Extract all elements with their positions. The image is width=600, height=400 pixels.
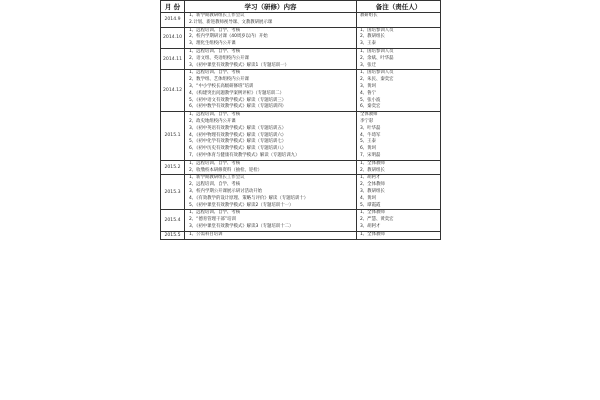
note-cell — [357, 175, 441, 210]
content-item: 1、远程培训、自学、考核 — [189, 48, 241, 54]
note-cell — [357, 160, 441, 175]
content-item: 3、“中小学校长高级研修班”培训 — [189, 83, 254, 89]
note-item: 1、国培参训人员 — [360, 48, 394, 54]
header-month: 月 份 — [161, 1, 185, 13]
note-item: 教研组长 — [360, 13, 378, 18]
note-item: 6、黄珂 — [360, 146, 376, 152]
month-cell: 2015.5 — [161, 231, 185, 239]
table-row — [161, 27, 441, 48]
note-item: 4、牛琦军 — [360, 132, 381, 138]
note-item: 1、胡阿才 — [360, 175, 381, 181]
content-item: 1、远程培训、自学、考核 — [189, 112, 241, 118]
header-content: 学习（研修）内容 — [185, 1, 357, 13]
note-item: 1、全体教师 — [360, 210, 385, 216]
content-item: 5、《初中课堂有效教学模式》解读2（专题培训十一） — [189, 202, 294, 208]
content-item: 3、《初中课堂有效教学模式》解读1（专题培训一） — [189, 62, 289, 68]
content-cell — [185, 210, 357, 231]
month-cell: 2015.3 — [161, 175, 185, 210]
content-item: 1、新学期教研组长工作会议 — [189, 175, 245, 181]
note-item: 6、秦奕宏 — [360, 104, 381, 110]
content-cell — [185, 112, 357, 161]
content-item: 6、《初中数学有效教学模式》解读（专题培训四） — [189, 104, 287, 110]
month-cell: 2015.1 — [161, 112, 185, 161]
content-item: 2、“德育管理干部”培训 — [189, 217, 236, 223]
note-item: 3、教研组长 — [360, 188, 385, 194]
note-item: 2、余斌、叶华磊 — [360, 55, 394, 61]
note-item: 2、严慧、黄奕宏 — [360, 217, 394, 223]
content-cell — [185, 70, 357, 112]
month-cell: 2014.9 — [161, 13, 185, 28]
content-item: 1、公需科目培训 — [189, 231, 223, 237]
note-item: 3、王泰 — [360, 41, 376, 47]
content-cell — [185, 231, 357, 239]
note-item: 3、黄珂 — [360, 83, 376, 89]
table-row — [161, 13, 441, 28]
content-item: 3、《初中课堂有效教学模式》解读3（专题培训十二） — [189, 223, 294, 229]
note-item: 5、王泰 — [360, 139, 376, 145]
note-cell — [357, 70, 441, 112]
table-row — [161, 231, 441, 239]
note-cell — [357, 27, 441, 48]
month-cell: 2015.4 — [161, 210, 185, 231]
content-item: 1、新学期教研组长工作会议 — [189, 13, 245, 18]
month-cell: 2014.10 — [161, 27, 185, 48]
schedule-body — [161, 13, 441, 240]
note-item: 1、全体教师 — [360, 231, 385, 237]
note-item: 李宁彩 — [360, 118, 374, 124]
note-cell — [357, 210, 441, 231]
month-cell: 2014.11 — [161, 48, 185, 69]
content-item: 2、远程培训、自学、考核 — [189, 182, 241, 188]
content-item: 4、《初中物理有效教学模式》解读（专题培训六） — [189, 132, 287, 138]
note-item: 全体教师 — [360, 112, 378, 118]
note-item: 1、国培参训人员 — [360, 70, 394, 76]
note-item: 3、叶华磊 — [360, 125, 381, 131]
content-cell — [185, 13, 357, 28]
header-note: 备注（责任人） — [357, 1, 441, 13]
content-item: 5、《初中语文有效教学模式》解读（专题培训三） — [189, 97, 287, 103]
content-item: 4、《有效教学的设计原理、策略与评价》解读（专题培训十） — [189, 195, 309, 201]
note-item: 1、国培参训人员 — [360, 27, 394, 33]
content-item: 1、远程培训、自学、考核 — [189, 70, 241, 76]
content-item: 1、远程培训、自学、考核 — [189, 210, 241, 216]
content-cell — [185, 160, 357, 175]
content-item: 2、收缴校本研修资料（抽检、迎检） — [189, 167, 263, 173]
content-item: 3、理化生组校内公开课 — [189, 41, 236, 47]
content-item: 4、《构建突出问题教学案例评析》（专题培训二） — [189, 90, 284, 96]
note-item: 3、胡阿才 — [360, 223, 381, 229]
table-row — [161, 160, 441, 175]
note-item: 2、教研组长 — [360, 34, 385, 40]
note-item: 5、谭霞霞 — [360, 202, 381, 208]
content-item: 1、远程培训、自学、考核 — [189, 160, 241, 166]
content-cell — [185, 48, 357, 69]
content-item: 3、校内学期公开课展示研讨活动开始 — [189, 188, 263, 194]
note-item — [360, 20, 438, 27]
note-item: 2、教研组长 — [360, 167, 385, 173]
schedule-table — [160, 0, 441, 240]
note-item: 1、全体教师 — [360, 160, 385, 166]
note-cell — [357, 231, 441, 239]
note-item: 2、朱民、秦奕宏 — [360, 77, 394, 83]
header-row — [161, 1, 441, 13]
content-item: 2、校内学期研讨课（40周岁以内）开始 — [189, 34, 268, 40]
content-item: 2、语文组、英语组校内公开课 — [189, 55, 249, 61]
table-row — [161, 112, 441, 161]
note-cell — [357, 48, 441, 69]
note-cell — [357, 13, 441, 28]
content-item: 2、数学组、艺体组校内公开课 — [189, 77, 249, 83]
month-cell: 2015.2 — [161, 160, 185, 175]
content-item: 3、《初中英语有效教学模式》解读（专题培训五） — [189, 125, 287, 131]
month-cell: 2014.12 — [161, 70, 185, 112]
content-item: 2、政史地组校内公开课 — [189, 118, 236, 124]
content-item: 1、远程培训、自学、考核 — [189, 27, 241, 33]
content-item: 7、《初中体育与健康有效教学模式》解读（专题培训九） — [189, 152, 300, 158]
table-row — [161, 48, 441, 69]
note-item: 7、宋明磊 — [360, 152, 381, 158]
schedule-document — [160, 0, 440, 400]
content-item: 6、《初中历史有效教学模式》解读（专题培训八） — [189, 146, 287, 152]
note-item: 5、张小波 — [360, 97, 381, 103]
table-row — [161, 175, 441, 210]
note-item: 4、黄珂 — [360, 195, 376, 201]
content-item: 2.计划、新进教师视导课、文教教研展示课 — [189, 19, 273, 25]
table-row — [161, 210, 441, 231]
note-item: 3、张迁 — [360, 62, 376, 68]
note-item: 2、全体教师 — [360, 182, 385, 188]
content-cell — [185, 27, 357, 48]
note-item: 4、鲁宁 — [360, 90, 376, 96]
content-item: 5、《初中化学有效教学模式》解读（专题培训七） — [189, 139, 287, 145]
note-cell — [357, 112, 441, 161]
table-row — [161, 70, 441, 112]
content-cell — [185, 175, 357, 210]
